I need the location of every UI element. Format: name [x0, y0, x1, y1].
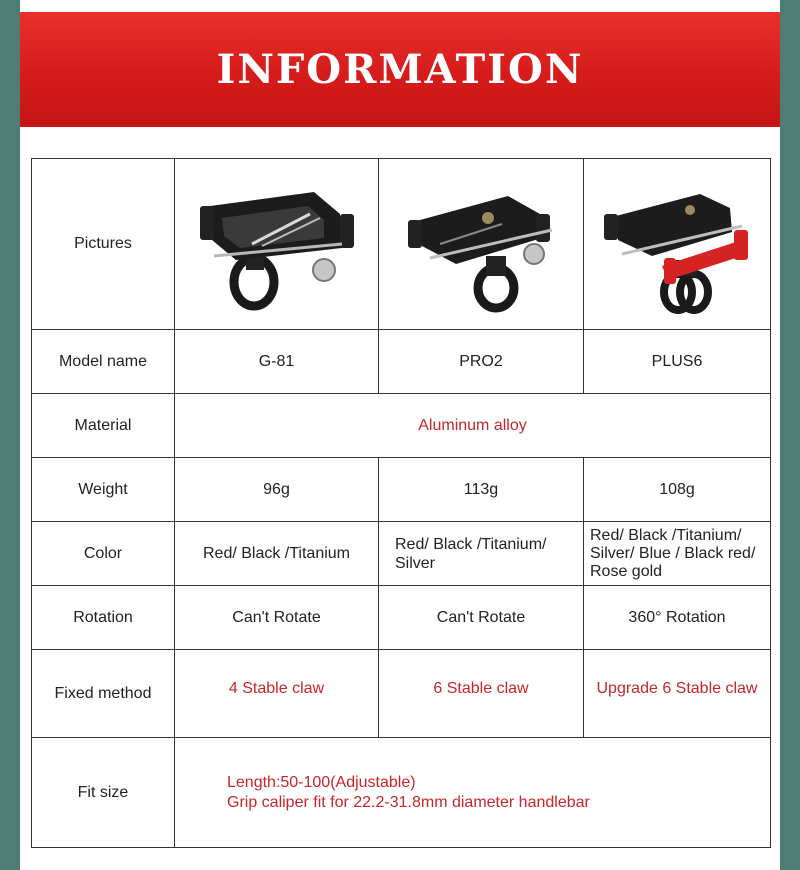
product-info-card [20, 0, 780, 870]
model-plus6: PLUS6 [584, 330, 771, 394]
row-color [32, 522, 771, 586]
rotation-pro2: Can't Rotate [379, 586, 584, 650]
row-fit [32, 738, 771, 848]
spec-table [31, 158, 771, 848]
label-fixed: Fixed method [32, 650, 175, 738]
row-rotation [32, 586, 771, 650]
header-banner [20, 12, 780, 127]
rotation-plus6: 360° Rotation [584, 586, 771, 650]
row-model [32, 330, 771, 394]
label-weight: Weight [32, 458, 175, 522]
label-material: Material [32, 394, 175, 458]
label-pictures: Pictures [32, 159, 175, 330]
row-material [32, 394, 771, 458]
phone-holder-black-icon [192, 174, 362, 314]
color-g81: Red/ Black /Titanium [175, 522, 379, 586]
row-pictures [32, 159, 771, 330]
label-color: Color [32, 522, 175, 586]
weight-pro2: 113g [379, 458, 584, 522]
phone-holder-red-icon [592, 174, 762, 314]
fit-length: Length:50-100(Adjustable) [227, 773, 416, 791]
material-value: Aluminum alloy [175, 394, 771, 458]
label-rotation: Rotation [32, 586, 175, 650]
color-pro2: Red/ Black /Titanium/ Silver [379, 522, 584, 586]
label-fit: Fit size [32, 738, 175, 848]
phone-holder-black-icon [396, 174, 566, 314]
model-g81: G-81 [175, 330, 379, 394]
color-plus6: Red/ Black /Titanium/ Silver/ Blue / Black red/ Rose gold [584, 522, 771, 586]
picture-pro2 [379, 159, 584, 330]
fit-value [175, 738, 771, 848]
fixed-plus6: Upgrade 6 Stable claw [584, 650, 771, 738]
model-pro2: PRO2 [379, 330, 584, 394]
row-fixed [32, 650, 771, 738]
picture-plus6 [584, 159, 771, 330]
rotation-g81: Can't Rotate [175, 586, 379, 650]
fit-caliper: Grip caliper fit for 22.2-31.8mm diameter handlebar [227, 793, 590, 811]
label-model: Model name [32, 330, 175, 394]
fixed-pro2: 6 Stable claw [379, 650, 584, 738]
picture-g81 [175, 159, 379, 330]
fixed-g81: 4 Stable claw [175, 650, 379, 738]
page-title: INFORMATION [216, 46, 584, 93]
weight-g81: 96g [175, 458, 379, 522]
row-weight [32, 458, 771, 522]
weight-plus6: 108g [584, 458, 771, 522]
